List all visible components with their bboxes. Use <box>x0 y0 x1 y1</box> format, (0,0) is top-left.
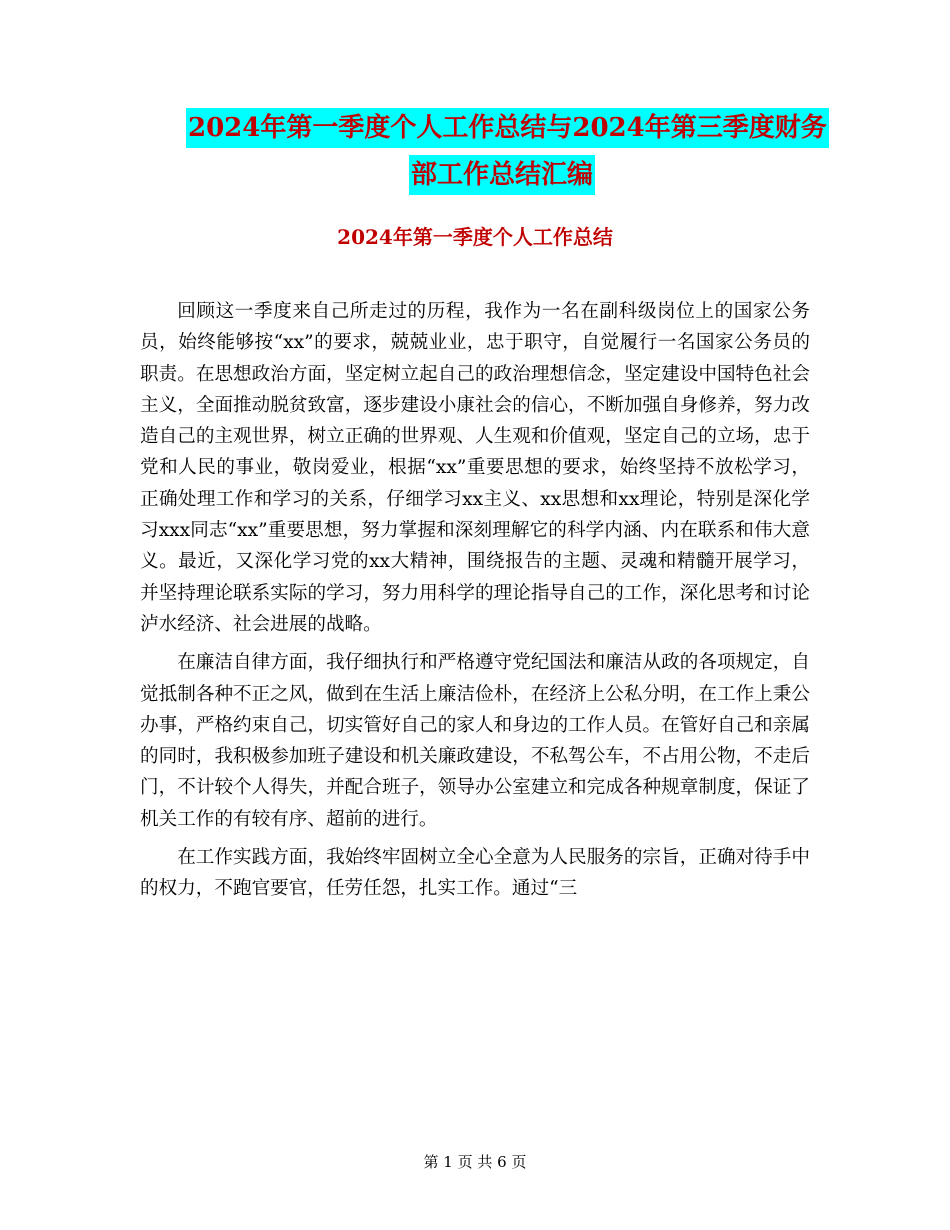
section-title: 2024年第一季度个人工作总结 <box>337 225 613 249</box>
title-line-1: 2024年第一季度个人工作总结与2024年第三季度财务 <box>186 108 829 148</box>
title-line-2: 部工作总结汇编 <box>409 155 595 195</box>
paragraph-1: 回顾这一季度来自己所走过的历程，我作为一名在副科级岗位上的国家公务员，始终能够按“xx”的要求，兢兢业业，忠于职守，自觉履行一名国家公务员的职责。在思想政治方面，坚定树立起自己的政治理想信念，坚定建设中国特色社会主义，全面推动脱贫致富，逐步建设小康社会的信心，不断加强自身修养，努力改造自己的主观世界，树立正确的世界观、人生观和价值观，坚定自己的立场，忠于党和人民的事业，敬岗爱业，根据“xx”重要思想的要求，始终坚持不放松学习，正确处理工作和学习的关系，仔细学习xx主义、xx思想和xx理论，特别是深化学习xxx同志“xx”重要思想，努力掌握和深刻理解它的科学内涵、内在联系和伟大意义。最近，又深化学习党的xx大精神，围绕报告的主题、灵魂和精髓开展学习，并坚持理论联系实际的学习，努力用科学的理论指导自己的工作，深化思考和讨论泸水经济、社会进展的战略。 <box>140 301 810 635</box>
paragraph-3: 在工作实践方面，我始终牢固树立全心全意为人民服务的宗旨，正确对待手中的权力，不跑官要官，任劳任怨，扎实工作。通过“三 <box>140 847 810 900</box>
paragraph-2: 在廉洁自律方面，我仔细执行和严格遵守党纪国法和廉洁从政的各项规定，自觉抵制各种不正之风，做到在生活上廉洁俭朴，在经济上公私分明，在工作上秉公办事，严格约束自己，切实管好自己的家人和身边的工作人员。在管好自己和亲属的同时，我积极参加班子建设和机关廉政建设，不私驾公车，不占用公物，不走后门，不计较个人得失，并配合班子，领导办公室建立和完成各种规章制度，保证了机关工作的有较有序、超前的进行。 <box>140 652 810 830</box>
page-footer: 第 1 页 共 6 页 <box>423 1153 527 1171</box>
body-text <box>140 296 810 912</box>
